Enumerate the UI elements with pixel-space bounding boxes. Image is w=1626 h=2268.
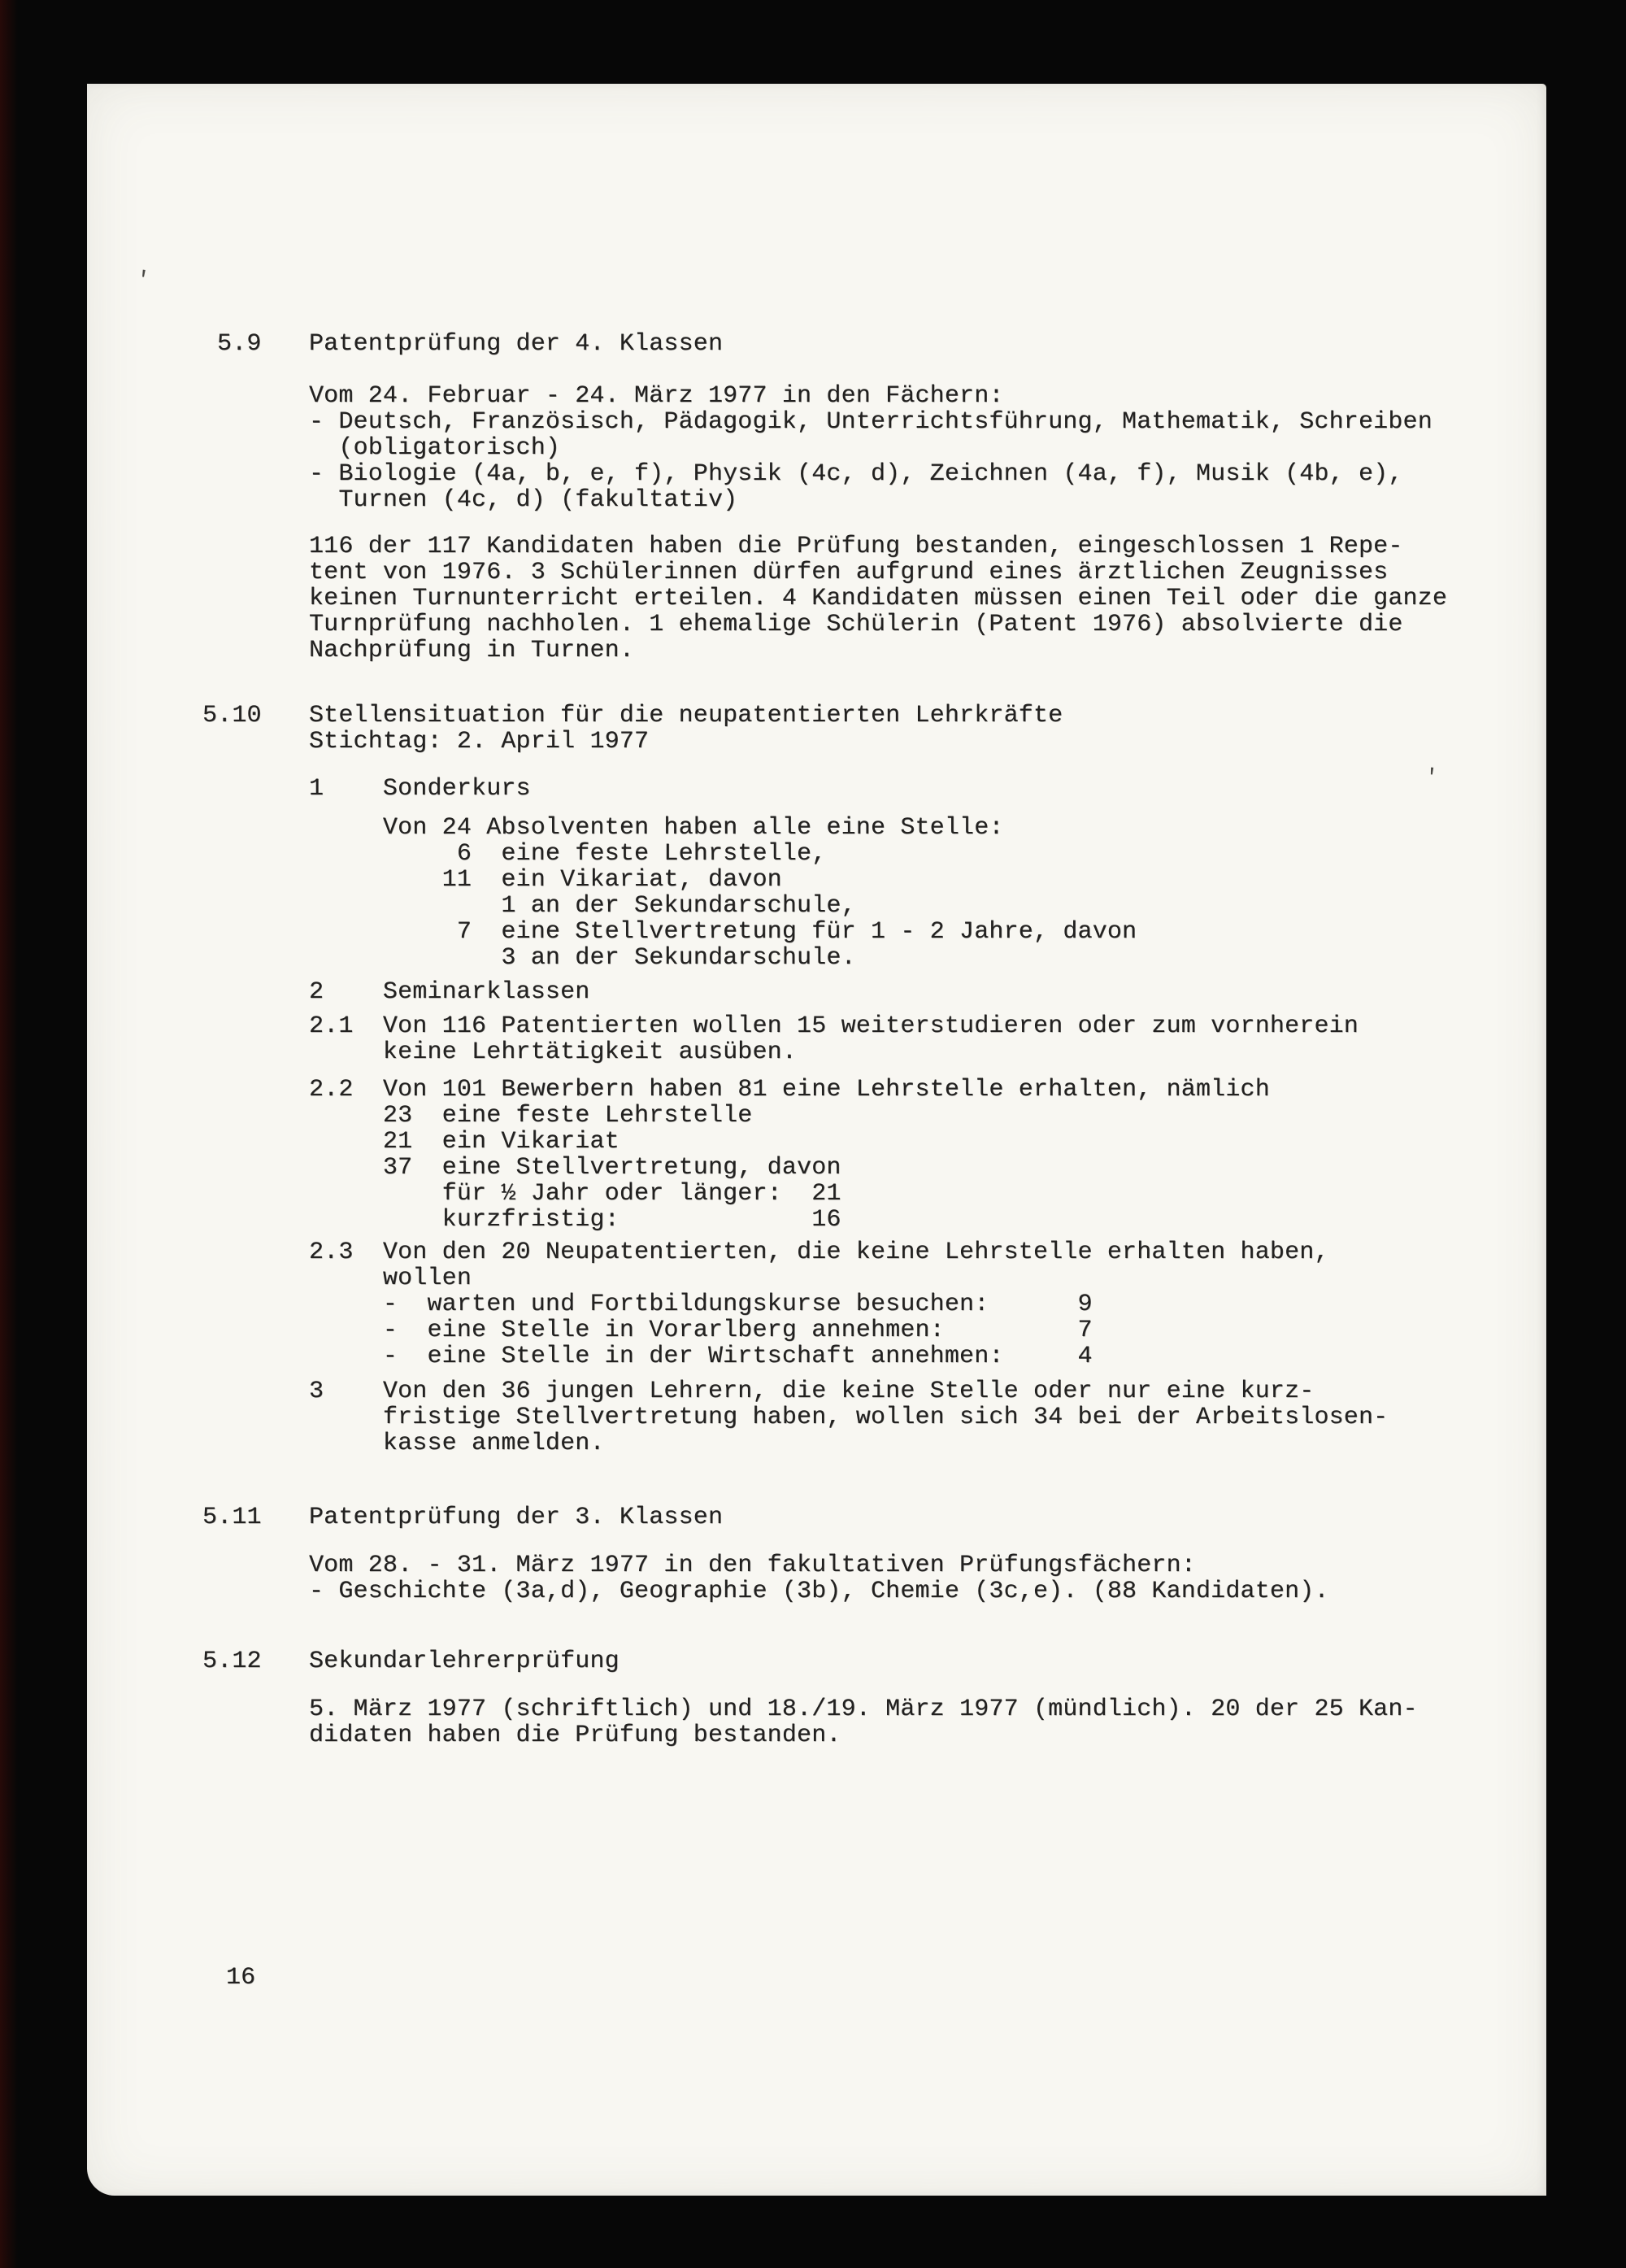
item-2-3-paragraph [309, 1239, 1329, 1369]
item-1-sonderkurs-body [309, 815, 1137, 971]
section-5-12-body [309, 1696, 1418, 1748]
text-line: Vom 28. - 31. März 1977 in den fakultativen Prüfungsfächern: [309, 1552, 1196, 1579]
text-line: - eine Stelle in Vorarlberg annehmen: 7 [309, 1317, 1093, 1344]
text-line: 11 ein Vikariat, davon [309, 866, 782, 894]
scan-edge-artifact [0, 0, 18, 2268]
text-line: 21 ein Vikariat [309, 1128, 620, 1156]
text-line: - Deutsch, Französisch, Pädagogik, Unterrichtsführung, Mathematik, Schreiben [309, 408, 1433, 436]
item-2-1-paragraph [309, 1013, 1359, 1065]
section-number-5-12: 5.12 [202, 1648, 262, 1675]
text-line: wollen [309, 1265, 472, 1292]
section-5-11-body [309, 1552, 1329, 1604]
page-number: 16 [226, 1964, 256, 1992]
text-line: tent von 1976. 3 Schülerinnen dürfen aufgrund eines ärztlichen Zeugnisses [309, 559, 1389, 586]
item-2-2-paragraph [309, 1077, 1270, 1233]
text-line: 37 eine Stellvertretung, davon [309, 1154, 841, 1182]
text-line: 6 eine feste Lehrstelle, [309, 840, 827, 868]
text-line: 2.1 Von 116 Patentierten wollen 15 weiterstudieren oder zum vornherein [309, 1012, 1359, 1040]
text-line: Stichtag: 2. April 1977 [309, 728, 650, 755]
item-1-sonderkurs-heading: 1 Sonderkurs [309, 775, 531, 803]
section-title-5-10 [309, 703, 1063, 755]
text-line: (obligatorisch) [309, 434, 561, 462]
text-line: Vom 24. Februar - 24. März 1977 in den Fächern: [309, 382, 1004, 410]
item-3-paragraph [309, 1378, 1388, 1456]
text-line: - warten und Fortbildungskurse besuchen: 9 [309, 1291, 1093, 1318]
text-line: keine Lehrtätigkeit ausüben. [309, 1038, 798, 1066]
text-line: 3 an der Sekundarschule. [309, 944, 856, 972]
text-line: didaten haben die Prüfung bestanden. [309, 1722, 841, 1749]
text-line: keinen Turnunterricht erteilen. 4 Kandidaten müssen einen Teil oder die ganze [309, 585, 1448, 612]
section-5-9-results [309, 533, 1447, 664]
item-2-seminarklassen-heading: 2 Seminarklassen [309, 978, 590, 1006]
text-line: Von 24 Absolventen haben alle eine Stelle: [309, 814, 1004, 842]
section-title-5-12: Sekundarlehrerprüfung [309, 1648, 620, 1675]
text-line: Turnprüfung nachholen. 1 ehemalige Schülerin (Patent 1976) absolvierte die [309, 611, 1403, 638]
text-line: kurzfristig: 16 [309, 1206, 841, 1234]
text-line: 1 an der Sekundarschule, [309, 892, 856, 920]
text-line: kasse anmelden. [309, 1430, 605, 1457]
text-line: 23 eine feste Lehrstelle [309, 1102, 753, 1130]
text-line: für ½ Jahr oder länger: 21 [309, 1180, 841, 1208]
text-line: 116 der 117 Kandidaten haben die Prüfung bestanden, eingeschlossen 1 Repe- [309, 533, 1403, 560]
text-line: 7 eine Stellvertretung für 1 - 2 Jahre, davon [309, 918, 1137, 946]
text-line: - Biologie (4a, b, e, f), Physik (4c, d), Zeichnen (4a, f), Musik (4b, e), [309, 460, 1403, 488]
text-line: 5. März 1977 (schriftlich) und 18./19. März 1977 (mündlich). 20 der 25 Kan- [309, 1696, 1418, 1723]
text-line: 2.3 Von den 20 Neupatentierten, die keine Lehrstelle erhalten haben, [309, 1238, 1329, 1266]
text-line: Nachprüfung in Turnen. [309, 637, 635, 664]
text-line: Turnen (4c, d) (fakultativ) [309, 486, 738, 514]
text-line: fristige Stellvertretung haben, wollen sich 34 bei der Arbeitslosen- [309, 1404, 1389, 1431]
text-line: 2.2 Von 101 Bewerbern haben 81 eine Lehrstelle erhalten, nämlich [309, 1076, 1270, 1104]
section-number-5-10: 5.10 [202, 702, 262, 729]
scan-speck: ' [1423, 765, 1440, 792]
text-line: 3 Von den 36 jungen Lehrern, die keine Stelle oder nur eine kurz- [309, 1378, 1315, 1405]
text-line: - eine Stelle in der Wirtschaft annehmen: 4 [309, 1343, 1093, 1370]
text-line: - Geschichte (3a,d), Geographie (3b), Chemie (3c,e). (88 Kandidaten). [309, 1578, 1329, 1605]
section-5-9-exam-subjects [309, 383, 1433, 513]
section-title-5-9: Patentprüfung der 4. Klassen [309, 330, 724, 358]
section-number-5-11: 5.11 [202, 1504, 262, 1531]
section-title-5-11: Patentprüfung der 3. Klassen [309, 1504, 724, 1531]
text-line: Stellensituation für die neupatentierten Lehrkräfte [309, 702, 1063, 729]
section-number-5-9: 5.9 [217, 330, 262, 358]
scan-speck: ' [133, 267, 151, 295]
